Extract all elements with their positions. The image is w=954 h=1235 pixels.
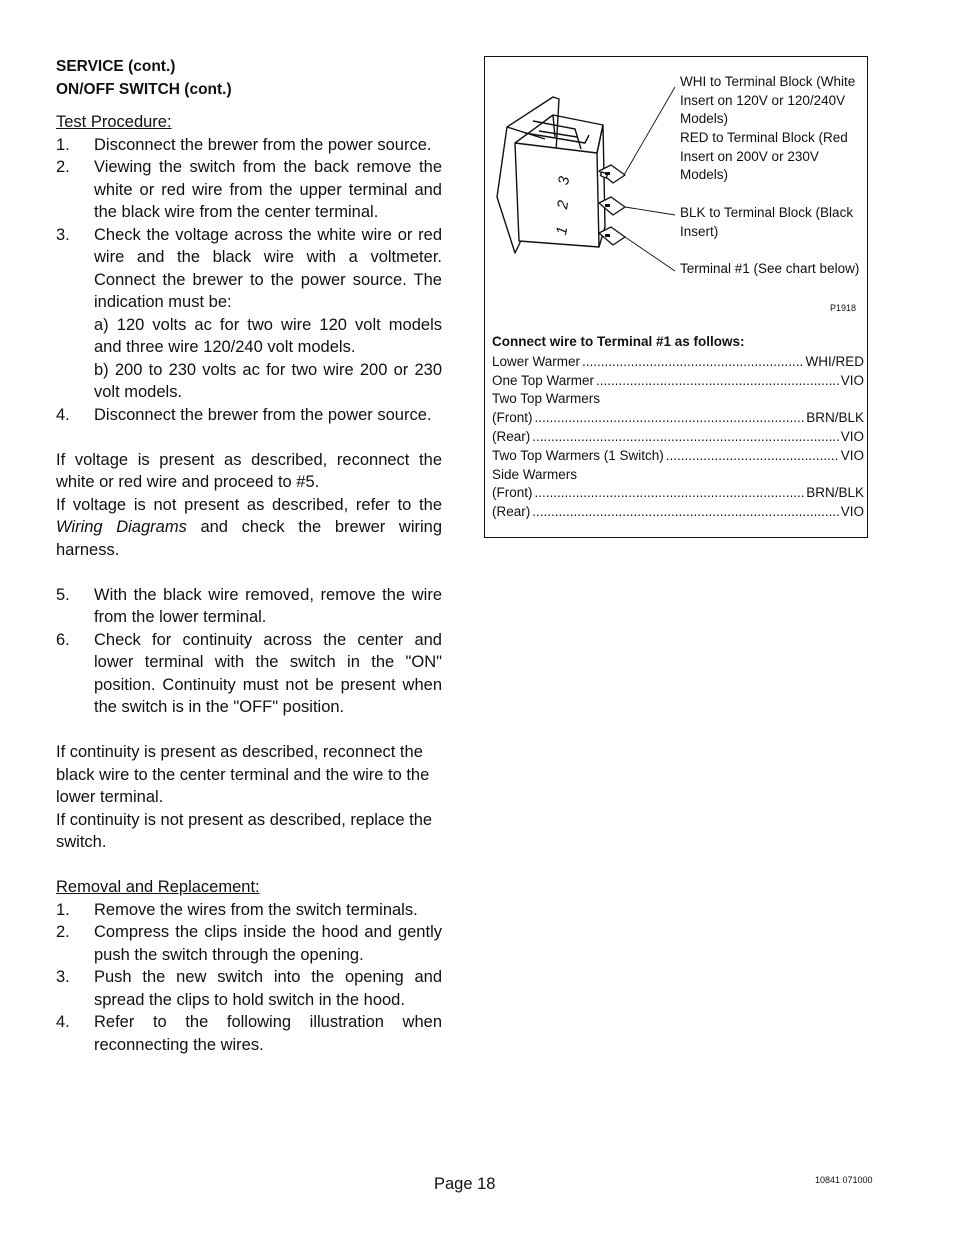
wiring-table-heading: Connect wire to Terminal #1 as follows: [492,334,745,349]
terminal-label-3: 3 [555,175,574,187]
table-row: Two Top Warmers (1 Switch) ..... VIO [492,447,864,466]
test-steps [56,134,442,314]
list-item: 4. Disconnect the brewer from the power source. [56,405,432,424]
callout-blk: BLK to Terminal Block (Black Insert) [680,205,854,239]
voltage-option-b: b) 200 to 230 volts ac for two wire 200 or 230 volt models. [94,360,442,401]
terminal-label-2: 2 [554,199,573,211]
list-item: 4. Refer to the following illustration when reconnecting the wires. [56,1013,442,1054]
table-row: Two Top Warmers [492,391,601,407]
removal-steps [56,899,442,1057]
document-code: 10841 071000 [815,1175,873,1185]
table-row: Side Warmers [492,466,578,482]
table-row: (Front) ..... BRN/BLK [492,409,864,428]
terminal-label-1: 1 [553,225,572,237]
callout-red: RED to Terminal Block (Red Insert on 200V or 230V Models) [680,130,848,183]
list-item: 3. Check the voltage across the white wire or red wire and the black wire with a voltmeter. Connect the brewer to the power source. The indication must be: [56,225,442,311]
list-item: 2. Compress the clips inside the hood and gently push the switch through the opening. [56,923,442,964]
table-row: (Rear) ..... VIO [492,503,864,522]
voltage-present-note: If voltage is present as described, reconnect the white or red wire and proceed to #5. [56,450,442,491]
voltage-option-a: a) 120 volts ac for two wire 120 volt models and three wire 120/240 volt models. [94,315,442,356]
test-steps-continued [56,584,442,719]
table-row: Lower Warmer ..... WHI/RED [492,353,864,372]
page-number: Page 18 [434,1175,496,1193]
wiring-table [492,333,864,522]
callout-terminal-1: Terminal #1 (See chart below) [680,261,860,276]
list-item: 1. Disconnect the brewer from the power source. [56,135,432,154]
part-number: P1918 [830,303,857,313]
test-procedure-heading: Test Procedure: [56,113,172,131]
table-row: (Front) ..... BRN/BLK [492,484,864,503]
voltage-absent-note: If voltage is not present as described, refer to the Wiring Diagrams and check the brewer wiring harness. [56,495,442,559]
subsection-heading: ON/OFF SWITCH (cont.) [56,80,232,98]
list-item: 3. Push the new switch into the opening and spread the clips to hold switch in the hood. [56,968,442,1009]
removal-heading: Removal and Replacement: [56,878,260,896]
table-row: (Rear) ..... VIO [492,428,864,447]
table-row: One Top Warmer ..... VIO [492,372,864,391]
section-heading: SERVICE (cont.) [56,58,176,75]
list-item: 6. Check for continuity across the center and lower terminal with the switch in the "ON" position. Continuity must not be present when the switch is in the "OFF" position. [56,630,442,716]
list-item: 2. Viewing the switch from the back remove the white or red wire from the upper terminal and the black wire from the center terminal. [56,158,442,221]
list-item: 1. Remove the wires from the switch terminals. [56,900,418,919]
switch-wiring-figure [484,56,868,538]
continuity-present-note: If continuity is present as described, reconnect the black wire to the center terminal and the wire to the lower terminal. [56,743,430,806]
list-item: 5. With the black wire removed, remove the wire from the lower terminal. [56,585,442,626]
callout-whi: WHI to Terminal Block (White Insert on 120V or 120/240V Models) [680,74,856,127]
left-column [56,56,442,1056]
continuity-absent-note: If continuity is not present as described, replace the switch. [56,810,433,851]
